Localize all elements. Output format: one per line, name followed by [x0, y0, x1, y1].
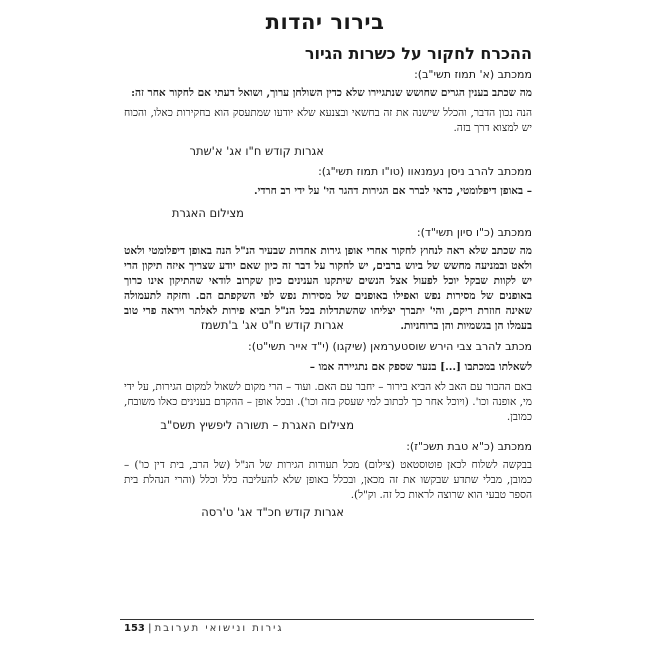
letter-5-header: ממכתב (כ"א טבת תשכ"ז): [406, 440, 532, 453]
letter-4-paragraph-2: באם ההבור עם האב לא הביא בירור – יחבר עם האם. ועוד – הרי מקום לשאול למקום הגירות, על ידי מי, אופנה וכו'. (ויוכל אחר כך לכתוב למי שעסק בזה וכו'). ובכל אופן – ההקדם בענינים כאלו משובח, כמובן. [124, 381, 532, 423]
letter-5-paragraph-1: בבקשה לשלוח לכאן פוטוסטאט (צילום) מכל תעודות הגירות של הנ"ל (של הרב, בית דין כו') – כמובן, מבלי שתדע שבקשו את זה מכאן, ובכלל באופן שלא להעליבה כלל וכלל (והרי הנהלת בית הספר טבעי הוא שרוצה לראות כל זה. וק"ל). [124, 459, 532, 501]
letter-4-header: מכתב להרב צבי הירש שוסטערמאן (שיקגו) (י"ד אייר תשי"ט): [248, 340, 532, 353]
letter-4-signature: מצילום האגרת – תשורה ליפשיץ תשס"ב [160, 418, 354, 432]
footer-book-title: גירות ונישואי תערובת [154, 623, 284, 634]
page-footer [124, 623, 284, 634]
letter-3-header: ממכתב (כ"ו סיון תשי"ד): [416, 226, 532, 239]
letter-2-signature: מצילום האגרת [171, 206, 244, 220]
letter-1-paragraph-2: הנה נכון הדבר, והכלל שישנה את זה בחשאי ובצנעא שלא יודעו שמתעסק הוא בחקירות כאלו, והכוח יש למצוא דרך בזה. [124, 107, 532, 134]
footer-separator: | [148, 623, 152, 634]
letter-1-header: ממכתב (א' תמוז תשי"ב): [414, 68, 532, 81]
letter-2-header: ממכתב להרב ניסן נעמנאוו (טו"ו תמוז תשי"ג): [318, 165, 532, 178]
letter-4-paragraph-1: לשאלתו במכתבו [...] בנער שספק אם נתגיירה אמו – [309, 361, 532, 373]
footer-rule [120, 619, 534, 620]
letter-3-paragraph-1: מה שכתב שלא ראה לנחוץ לחקור אחרי אופן גירות אחדות שבעיר הנ"ל הנה באופן דיפלומטי ולאט ולאט ובמניעה מחשש של ביוש ברבים, יש לחקור על דבר זה כיון שאם יודע שצריך איזה תיקון הרי יש לקוות שבקל יוכל לפעול אצל הנשים שיתקנו הענינים כיון שקרוב לודאי שהתיקון אינו כרוך באופנים של מסירות נפש ואפילו באופנים של מסירות נפש לפי השקפתם הם. וחזקה לתעמולה שאינה חוזרת ריקם, והי' יתברך יצליחו שהשתדלות בכל הנ"ל תביא פירות לאלתר ויראה פרי טוב בעמלו הן בגשמיות והן ברוחניות. [124, 245, 532, 332]
letter-2-paragraph-1: – באופן דיפלומטי, כדאי לברר אם הגירות דהגר הי' על ידי רב חרדי. [253, 185, 532, 197]
section-title: ההכרח לחקור על כשרות הגיור [304, 44, 532, 63]
letter-1-paragraph-1: מה שכתב בענין הגרים שחושש שנתגיירו שלא כדין השולחן ערוך, ושואל דעתי אם לחקור אחר זה: [131, 87, 532, 99]
letter-3-signature: אגרות קודש ח"ט אג' ב'תשמז [200, 318, 344, 332]
letter-1-signature: אגרות קודש ח"ו אג' א'שתר [189, 144, 324, 158]
page-number: 153 [124, 623, 145, 634]
page-title: בירור יהדות [265, 10, 385, 34]
letter-5-signature: אגרות קודש חכ"ד אג' ט'רסה [201, 505, 344, 519]
